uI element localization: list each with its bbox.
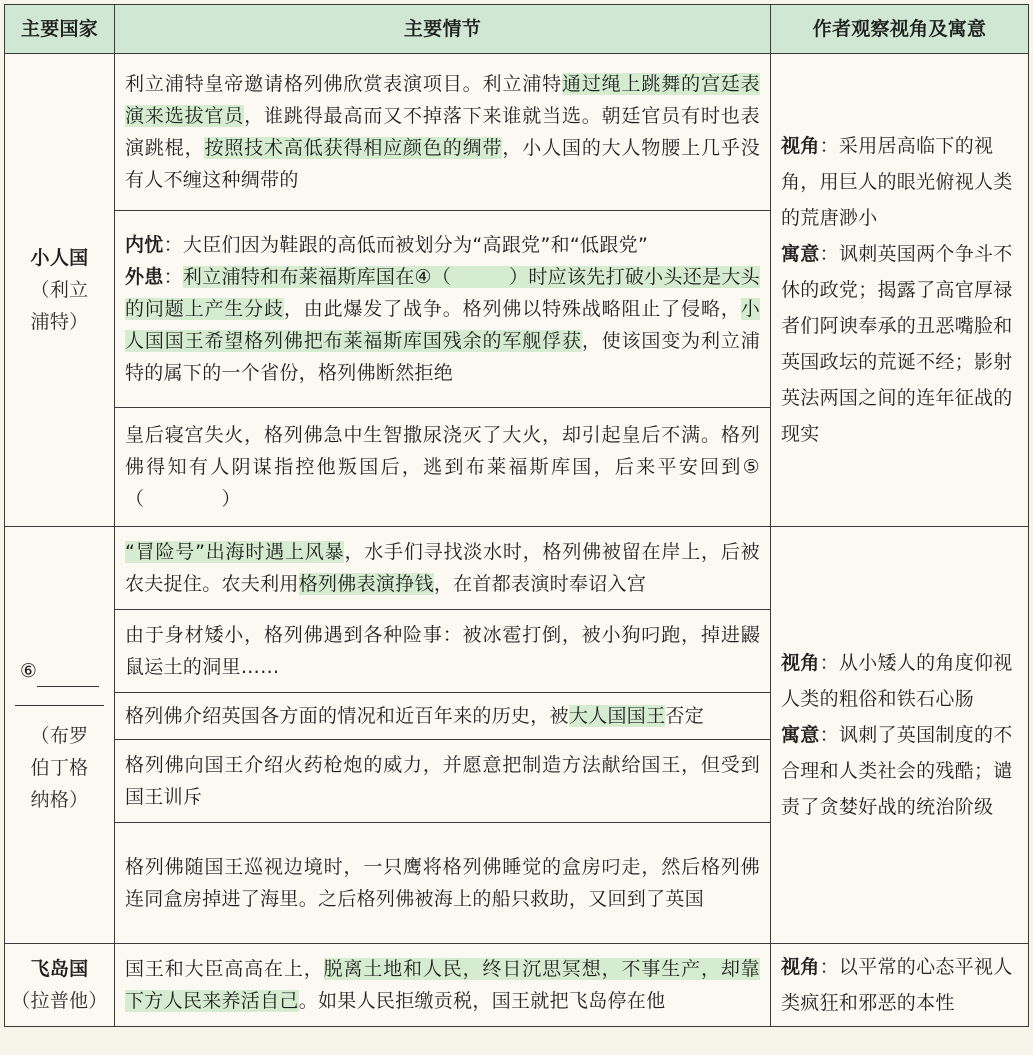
plot-text: 利立浦特皇帝邀请格列佛欣赏表演项目。利立浦特 <box>125 73 562 95</box>
meaning-text: ：讽刺英国两个争斗不休的政党；揭露了高官厚禄者们阿谀奉承的丑恶嘴脸和英国政坛的荒诞不经；影射英法两国之间的连年征战的现实 <box>781 243 1013 445</box>
meaning-label: 寓意 <box>781 724 820 746</box>
plot-text: 否定 <box>665 705 705 727</box>
plot-highlight: 通过绳上跳舞的宫廷表演来选拔官员 <box>125 73 760 127</box>
meaning-text: ：讽刺了英国制度的不合理和人类社会的残酷；谴责了贪婪好战的统治阶级 <box>781 724 1013 818</box>
plot-text: 。如果人民拒缴贡税，国王就把飞岛停在他 <box>298 990 666 1012</box>
plot-cell <box>115 527 771 610</box>
plot-text: ：大臣们因为鞋跟的高低而被划分为“高跟党”和“低跟党” <box>163 234 649 256</box>
country-cell-laputa <box>5 944 115 1027</box>
plot-text: ，谁跳得最高而又不掉落下来谁就当选。朝廷官员有时也表演跳棍， <box>125 105 760 159</box>
meaning-label: 寓意 <box>781 243 820 265</box>
table-row <box>5 54 1029 211</box>
country-sub: （利立浦特） <box>30 279 89 333</box>
view-cell <box>771 527 1029 944</box>
country-cell-brobdingnag <box>5 527 115 944</box>
plot-label: 内忧 <box>125 234 164 256</box>
view-text: ：采用居高临下的视角，用巨人的眼光俯视人类的荒唐渺小 <box>781 135 1013 229</box>
answer-blank <box>37 664 99 687</box>
country-cell-lilliput <box>5 54 115 527</box>
plot-highlight: 脱离土地和人民，终日沉思冥想，不事生产，却靠下方人民来养活自己 <box>125 958 760 1012</box>
country-blank <box>9 655 110 687</box>
view-cell <box>771 944 1029 1027</box>
country-name: 飞岛国 <box>30 958 89 980</box>
view-cell <box>771 54 1029 527</box>
plot-cell <box>115 944 771 1027</box>
plot-cell: 内忧：大臣们因为鞋跟的高低而被划分为“高跟党”和“低跟党” 外患：利立浦特和布莱福斯库国在④（ ）时应该先打破小头还是大头的问题上产生分歧，由此爆发了战争。格列佛以特殊战略阻止了侵略，小人国国王希望格列佛把布莱福斯库国残余的军舰俘获，使该国变为利立浦特的属下的一个省份，格列佛断然拒绝 <box>115 211 771 408</box>
plot-cell <box>115 54 771 211</box>
plot-text: ，使该国变为利立浦特的属下的一个省份，格列佛断然拒绝 <box>125 330 761 384</box>
plot-highlight: 格列佛表演挣钱 <box>298 573 434 595</box>
plot-text: ，水手们寻找淡水时，格列佛被留在岸上，后被农夫捉住。农夫利用 <box>125 541 760 595</box>
header-plot: 主要情节 <box>115 5 771 54</box>
plot-text: 格列佛介绍英国各方面的情况和近百年来的历史，被 <box>125 705 569 727</box>
header-row <box>5 5 1029 54</box>
header-view: 作者观察视角及寓意 <box>771 5 1029 54</box>
country-sub: （布罗伯丁格纳格） <box>30 724 89 811</box>
plot-text: 国王和大臣高高在上， <box>125 958 324 980</box>
plot-highlight: 小人国国王希望格列佛把布莱福斯库国残余的军舰俘获 <box>125 298 760 352</box>
plot-highlight: 利立浦特和布莱福斯库国在④（ ）时应该先打破小头还是大头的问题上产生分歧 <box>125 266 760 320</box>
plot-cell: 由于身材矮小，格列佛遇到各种险事：被冰雹打倒，被小狗叼跑，掉进鼹鼠运土的洞里…… <box>115 610 771 693</box>
view-label: 视角 <box>781 135 820 157</box>
country-sub: （拉普他） <box>11 990 108 1012</box>
novel-summary-table <box>4 4 1029 1027</box>
plot-highlight: 按照技术高低获得相应颜色的绸带 <box>204 137 503 159</box>
country-name: 小人国 <box>30 247 89 269</box>
plot-cell: 皇后寝宫失火，格列佛急中生智撒尿浇灭了大火，却引起皇后不满。格列佛得知有人阴谋指控他叛国后，逃到布莱福斯库国，后来平安回到⑤（ ） <box>115 408 771 527</box>
header-country: 主要国家 <box>5 5 115 54</box>
blank-number: ⑥ <box>19 659 38 682</box>
plot-label: 外患 <box>125 266 164 288</box>
plot-cell: 格列佛向国王介绍火药枪炮的威力，并愿意把制造方法献给国王，但受到国王训斥 <box>115 740 771 823</box>
plot-text: ，小人国的大人物腰上几乎没有人不缠这种绸带的 <box>125 137 761 191</box>
view-label: 视角 <box>781 652 820 674</box>
plot-highlight: “冒险号”出海时遇上风暴 <box>125 541 345 563</box>
plot-text: ，由此爆发了战争。格列佛以特殊战略阻止了侵略， <box>283 298 741 320</box>
view-text: ：从小矮人的角度仰视人类的粗俗和铁石心肠 <box>781 652 1013 710</box>
plot-cell <box>115 693 771 740</box>
view-text: ：以平常的心态平视人类疯狂和邪恶的本性 <box>781 956 1013 1014</box>
plot-text: ，在首都表演时奉诏入宫 <box>433 573 647 595</box>
divider <box>15 705 104 706</box>
table-row <box>5 944 1029 1027</box>
view-label: 视角 <box>781 956 820 978</box>
plot-cell: 格列佛随国王巡视边境时，一只鹰将格列佛睡觉的盒房叼走，然后格列佛连同盒房掉进了海里。之后格列佛被海上的船只救助，又回到了英国 <box>115 823 771 944</box>
plot-highlight: 大人国国王 <box>568 705 666 727</box>
table-row <box>5 527 1029 610</box>
